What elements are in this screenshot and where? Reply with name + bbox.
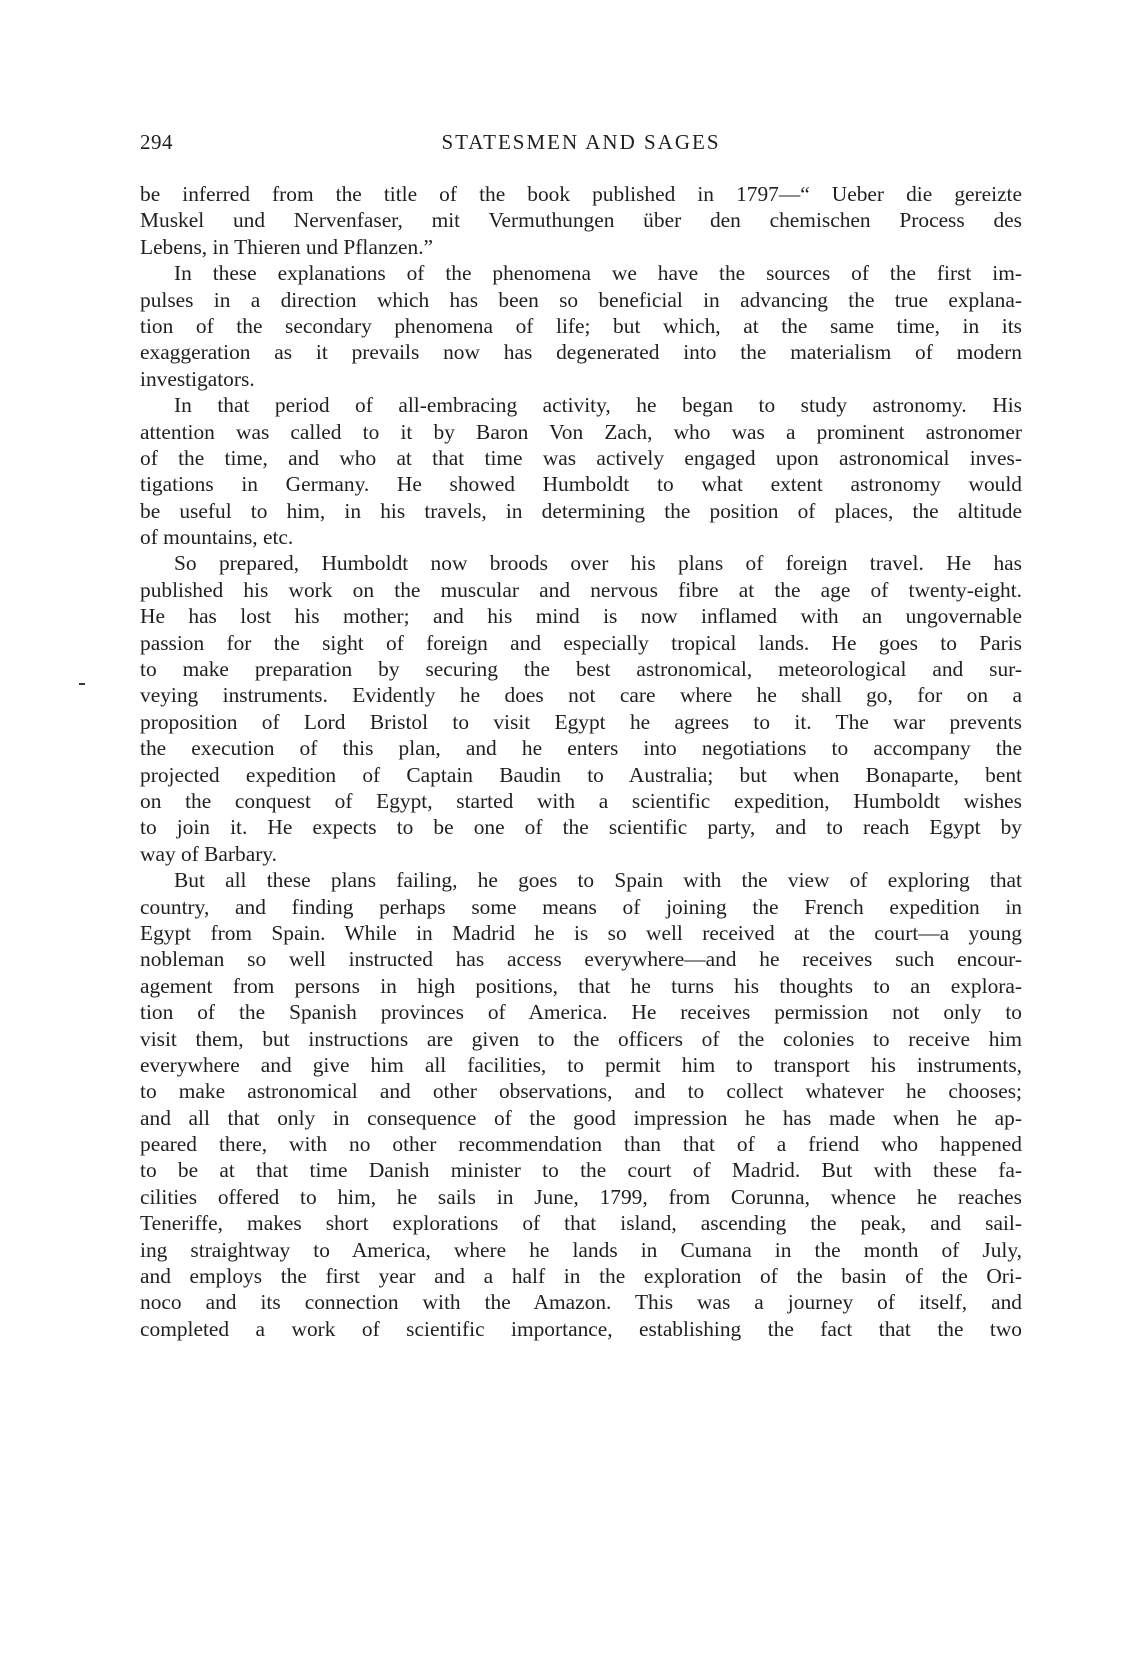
text-line: to be at that time Danish minister to the court of Madrid. But with these fa-	[140, 1158, 1022, 1183]
margin-mark	[79, 683, 85, 685]
text-line: Teneriffe, makes short explorations of that island, ascending the peak, and sail-	[140, 1211, 1022, 1236]
text-line: country, and finding perhaps some means of joining the French expedition in	[140, 894, 1022, 919]
text-line: He has lost his mother; and his mind is now inflamed with an ungovernable	[140, 604, 1022, 629]
text-line: noco and its connection with the Amazon. This was a journey of itself, and	[140, 1290, 1022, 1315]
text-line: In these explanations of the phenomena we have the sources of the first im-	[174, 261, 1022, 286]
text-line: cilities offered to him, he sails in June, 1799, from Corunna, whence he reaches	[140, 1184, 1022, 1209]
text-line: be useful to him, in his travels, in determining the position of places, the altitude	[140, 498, 1022, 523]
text-line: projected expedition of Captain Baudin to Australia; but when Bonaparte, bent	[140, 762, 1022, 787]
text-line: of mountains, etc.	[140, 525, 294, 550]
text-line: proposition of Lord Bristol to visit Egypt he agrees to it. The war prevents	[140, 709, 1022, 734]
text-line: exaggeration as it prevails now has degenerated into the materialism of modern	[140, 340, 1022, 365]
text-line: published his work on the muscular and nervous fibre at the age of twenty-eight.	[140, 577, 1022, 602]
text-line: completed a work of scientific importance, establishing the fact that the two	[140, 1316, 1022, 1341]
text-line: Lebens, in Thieren und Pflanzen.”	[140, 234, 434, 259]
text-line: visit them, but instructions are given to the officers of the colonies to receive him	[140, 1026, 1022, 1051]
running-head	[140, 130, 1022, 160]
text-line: passion for the sight of foreign and especially tropical lands. He goes to Paris	[140, 630, 1022, 655]
text-line: to make astronomical and other observations, and to collect whatever he chooses;	[140, 1079, 1022, 1104]
text-line: to make preparation by securing the best astronomical, meteorological and sur-	[140, 657, 1022, 682]
text-line: and employs the first year and a half in the exploration of the basin of the Ori-	[140, 1264, 1022, 1289]
text-line: Egypt from Spain. While in Madrid he is so well received at the court—a young	[140, 920, 1022, 945]
text-line: everywhere and give him all facilities, to permit him to transport his instruments,	[140, 1052, 1022, 1077]
paragraph	[140, 260, 1022, 392]
text-line: tion of the Spanish provinces of America. He receives permission not only to	[140, 1000, 1022, 1025]
text-line: agement from persons in high positions, that he turns his thoughts to an explora-	[140, 973, 1022, 998]
text-line: ing straightway to America, where he lands in Cumana in the month of July,	[140, 1237, 1022, 1262]
paragraph	[140, 867, 1022, 1342]
text-line: way of Barbary.	[140, 841, 278, 866]
text-line: So prepared, Humboldt now broods over his plans of foreign travel. He has	[174, 551, 1022, 576]
text-line: of the time, and who at that time was actively engaged upon astronomical inves-	[140, 445, 1022, 470]
paragraph	[140, 392, 1022, 550]
text-line: be inferred from the title of the book published in 1797—“ Ueber die gereizte	[140, 182, 1022, 206]
text-line: the execution of this plan, and he enters into negotiations to accompany the	[140, 736, 1022, 761]
text-line: to join it. He expects to be one of the scientific party, and to reach Egypt by	[140, 815, 1022, 840]
paragraph	[140, 181, 1022, 260]
text-line: on the conquest of Egypt, started with a scientific expedition, Humboldt wishes	[140, 788, 1022, 813]
text-line: tigations in Germany. He showed Humboldt to what extent astronomy would	[140, 472, 1022, 497]
paragraph	[140, 550, 1022, 867]
text-line: nobleman so well instructed has access everywhere—and he receives such encour-	[140, 947, 1022, 972]
text-line: tion of the secondary phenomena of life; but which, at the same time, in its	[140, 313, 1022, 338]
text-line: attention was called to it by Baron Von Zach, who was a prominent astronomer	[140, 419, 1022, 444]
text-line: and all that only in consequence of the good impression he has made when he ap-	[140, 1105, 1022, 1130]
text-line: In that period of all-embracing activity, he began to study astronomy. His	[174, 393, 1022, 418]
running-title: STATESMEN AND SAGES	[441, 130, 721, 154]
text-line: veying instruments. Evidently he does not care where he shall go, for on a	[140, 683, 1022, 708]
page-number: 294	[140, 130, 173, 154]
text-line: peared there, with no other recommendation than that of a friend who happened	[140, 1132, 1022, 1157]
text-line: But all these plans failing, he goes to Spain with the view of exploring that	[174, 868, 1022, 893]
text-line: investigators.	[140, 366, 255, 391]
text-line: Muskel und Nervenfaser, mit Vermuthungen über den chemischen Process des	[140, 208, 1022, 233]
text-line: pulses in a direction which has been so beneficial in advancing the true explana-	[140, 287, 1022, 312]
body-text	[140, 181, 1022, 1342]
